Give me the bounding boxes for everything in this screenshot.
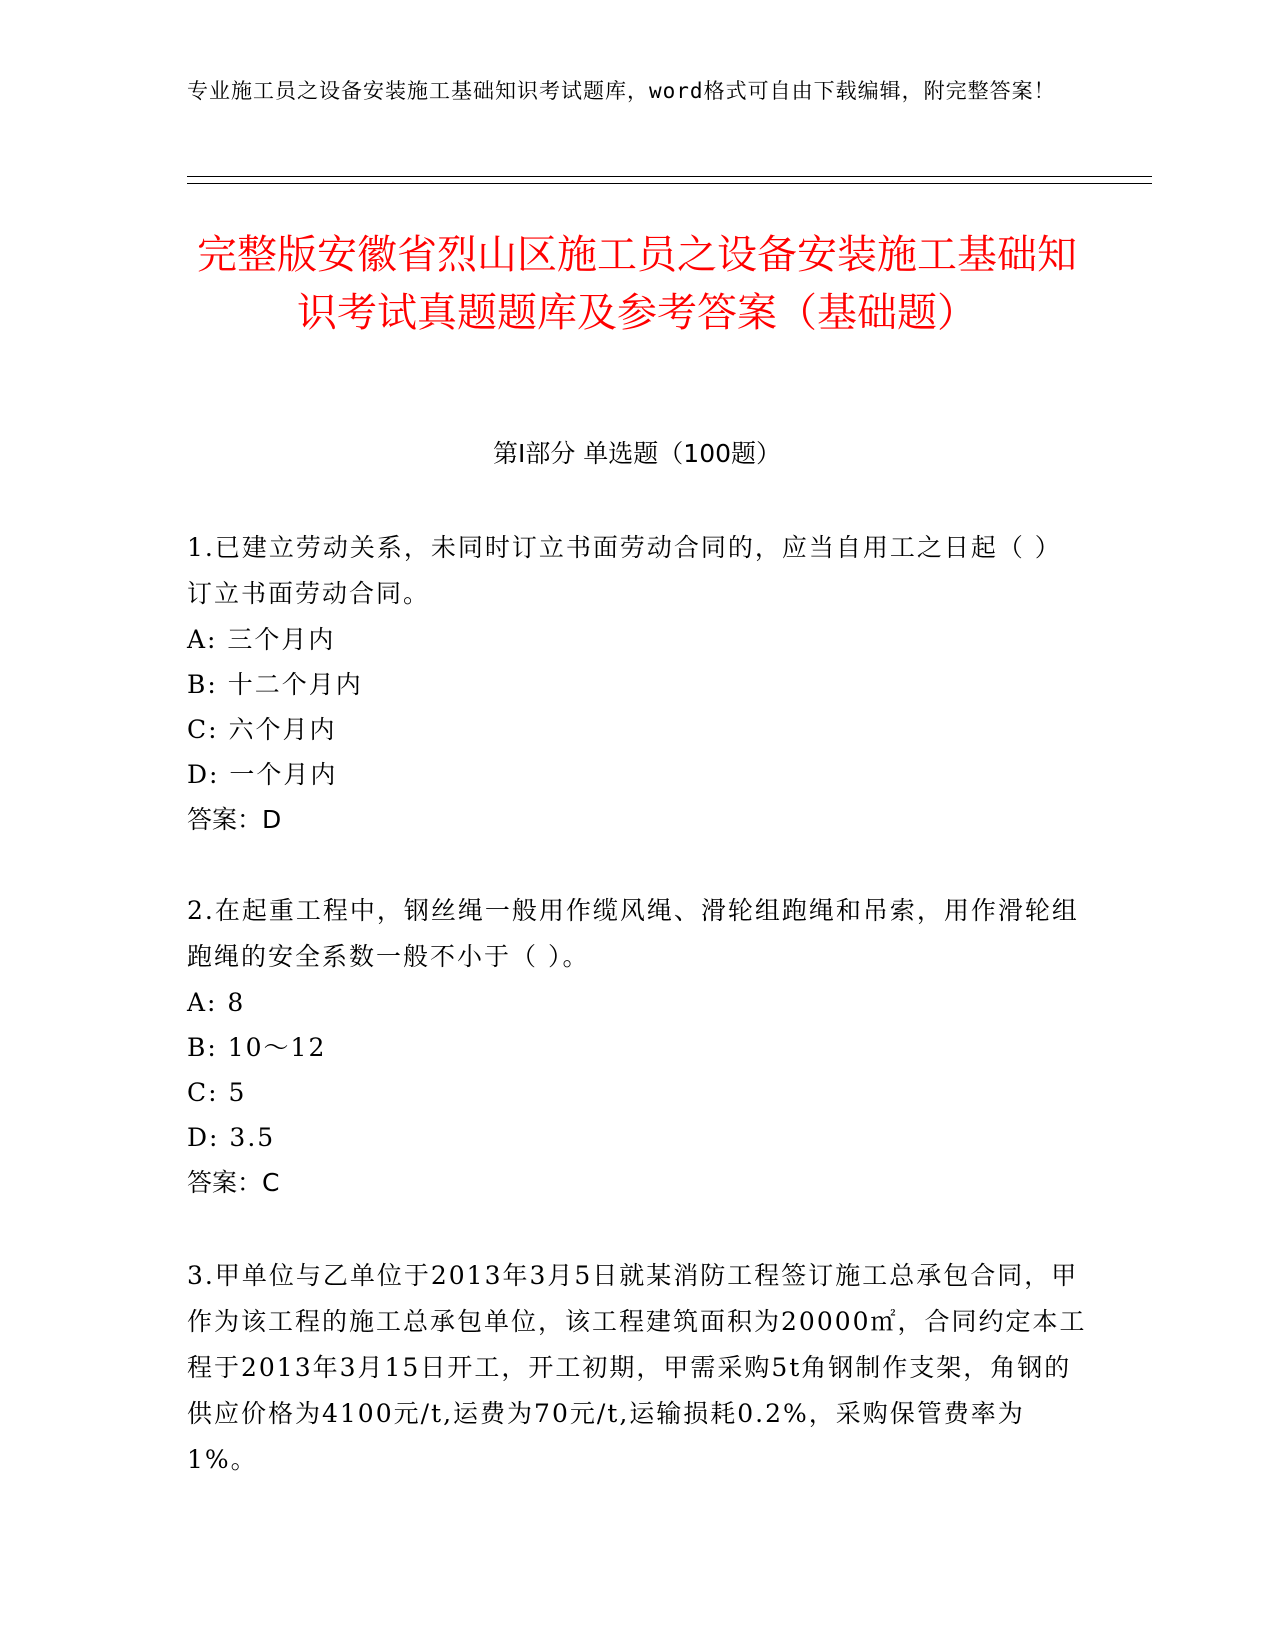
section-title: 第I部分 单选题（100题）	[492, 439, 782, 468]
document-title: 完整版安徽省烈山区施工员之设备安装施工基础知识考试真题题库及参考答案（基础题）	[197, 232, 1077, 336]
option-d: D: 一个月内	[187, 760, 338, 789]
question-3	[187, 1253, 1087, 1483]
answer: 答案：C	[187, 1168, 280, 1197]
question-2	[187, 888, 1087, 1205]
option-c: C: 5	[187, 1078, 247, 1107]
question-stem: 1.已建立劳动关系，未同时订立书面劳动合同的，应当自用工之日起（ ）订立书面劳动合同。	[187, 533, 1062, 608]
header-note: 专业施工员之设备安装施工基础知识考试题库，word格式可自由下载编辑，附完整答案！	[187, 79, 1056, 103]
option-b: B: 十二个月内	[187, 670, 363, 699]
answer: 答案：D	[187, 805, 282, 834]
question-1	[187, 525, 1087, 842]
header-divider-top	[187, 176, 1152, 177]
option-b: B: 10～12	[187, 1033, 327, 1062]
option-a: A: 三个月内	[187, 625, 336, 654]
option-c: C: 六个月内	[187, 715, 337, 744]
option-d: D: 3.5	[187, 1123, 276, 1152]
question-stem: 2.在起重工程中，钢丝绳一般用作缆风绳、滑轮组跑绳和吊索，用作滑轮组跑绳的安全系数一般不小于（ ）。	[187, 896, 1079, 971]
header-divider-bottom	[187, 183, 1152, 184]
option-a: A: 8	[187, 988, 246, 1017]
question-stem: 3.甲单位与乙单位于2013年3月5日就某消防工程签订施工总承包合同，甲作为该工程的施工总承包单位，该工程建筑面积为20000㎡，合同约定本工程于2013年3月15日开工，开工初期，甲需采购5t角钢制作支架，角钢的供应价格为4100元/t,运费为70元/t,运输损耗0.2%，采购保管费率为1%。	[187, 1261, 1087, 1474]
